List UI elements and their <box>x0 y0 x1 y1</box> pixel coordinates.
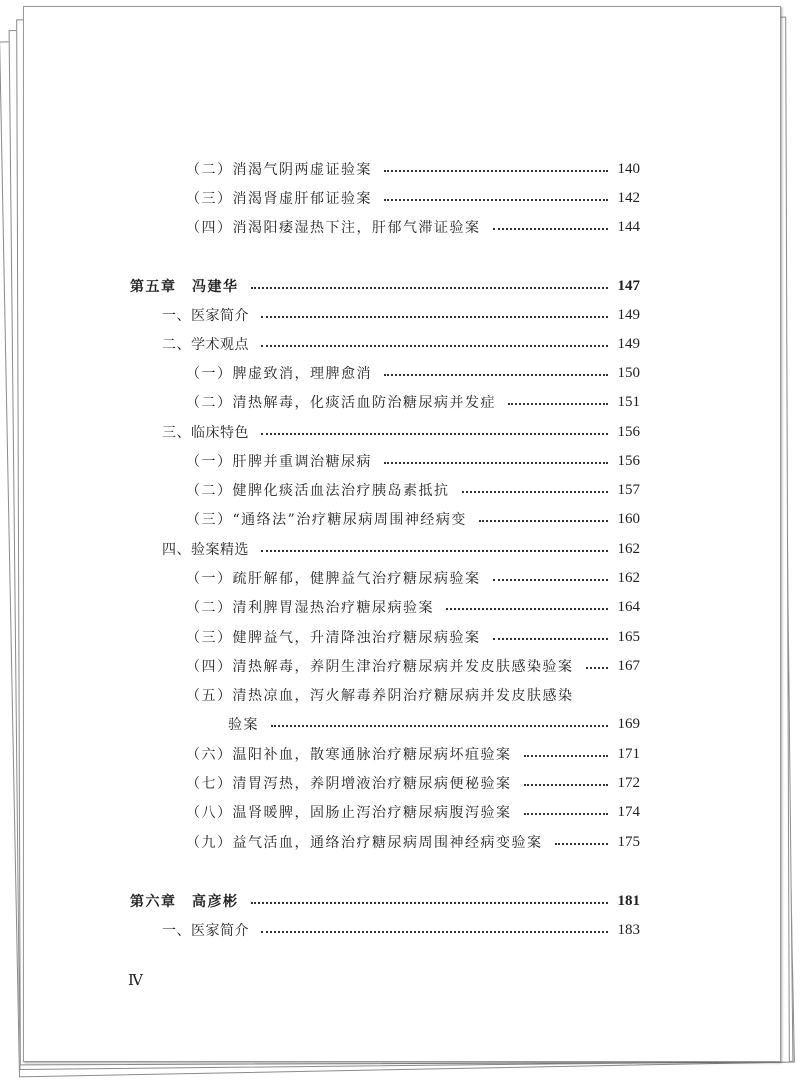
dot-leader <box>384 374 608 376</box>
chapter-title: 第六章 高彦彬 <box>130 894 239 910</box>
dot-leader <box>524 755 608 757</box>
dot-leader <box>261 316 608 318</box>
toc-entry-page: 144 <box>617 218 640 235</box>
toc-entry[interactable] <box>186 448 640 474</box>
toc-entry[interactable] <box>186 477 640 503</box>
toc-entry-title: （七）清胃泻热，养阴增液治疗糖尿病便秘验案 <box>186 776 512 792</box>
dot-leader <box>261 433 608 435</box>
dot-leader <box>446 608 608 610</box>
toc-entry[interactable] <box>186 185 640 211</box>
toc-entry[interactable] <box>186 653 640 679</box>
dot-leader <box>261 345 608 347</box>
dot-leader <box>524 813 608 815</box>
toc-entry-page: 157 <box>617 481 640 498</box>
toc-entry-title: （二）消渴气阴两虚证验案 <box>186 162 372 178</box>
toc-entry-page: 172 <box>617 774 640 791</box>
toc-entry[interactable] <box>186 741 640 767</box>
dot-leader <box>384 462 608 464</box>
toc-entry-title: （九）益气活血，通络治疗糖尿病周围神经病变验案 <box>186 835 543 851</box>
toc-entry-page: 167 <box>617 657 640 674</box>
toc-entry-title: 验案 <box>228 717 259 733</box>
toc-entry-title: （四）清热解毒，养阴生津治疗糖尿病并发皮肤感染验案 <box>186 659 574 675</box>
toc-entry-page: 150 <box>617 364 640 381</box>
toc-entry-title: （一）疏肝解郁，健脾益气治疗糖尿病验案 <box>186 571 481 587</box>
toc-entry[interactable] <box>186 360 640 386</box>
toc-section[interactable] <box>162 302 640 328</box>
dot-leader <box>493 228 608 230</box>
toc-entry-page: 164 <box>617 598 640 615</box>
toc-entry-title: （一）脾虚致消，理脾愈消 <box>186 366 372 382</box>
toc-entry-title: （八）温肾暖脾，固肠止泻治疗糖尿病腹泻验案 <box>186 805 512 821</box>
toc-entry[interactable] <box>186 799 640 825</box>
toc-entry-page: 160 <box>617 510 640 527</box>
toc-entry-page: 142 <box>617 189 640 206</box>
toc-entry[interactable] <box>186 506 640 532</box>
toc-section-page: 183 <box>617 921 640 938</box>
toc-entry[interactable] <box>186 770 640 796</box>
toc-section[interactable] <box>162 419 640 445</box>
dot-leader <box>479 520 608 522</box>
toc-entry-page: 174 <box>617 803 640 820</box>
toc-section-title: 一、医家简介 <box>162 308 249 324</box>
toc-section-page: 162 <box>617 540 640 557</box>
chapter-title: 第五章 冯建华 <box>130 279 239 295</box>
toc-entry-title: （二）清热解毒，化痰活血防治糖尿病并发症 <box>186 395 496 411</box>
toc-entry[interactable] <box>186 829 640 855</box>
dot-leader <box>508 403 608 405</box>
chapter-page: 181 <box>617 892 640 909</box>
dot-leader <box>524 784 608 786</box>
toc-entry-page: 165 <box>617 628 640 645</box>
toc-entry-title: （四）消渴阳痿湿热下注，肝郁气滞证验案 <box>186 220 481 236</box>
dot-leader <box>493 579 608 581</box>
toc-entry-continuation[interactable] <box>228 711 640 737</box>
toc-entry-title: （二）清利脾胃湿热治疗糖尿病验案 <box>186 600 434 616</box>
toc-entry[interactable] <box>186 624 640 650</box>
dot-leader <box>384 170 608 172</box>
toc-entry-title: （三）“通络法”治疗糖尿病周围神经病变 <box>186 512 467 528</box>
toc-section-title: 一、医家简介 <box>162 923 249 939</box>
toc-section-page: 149 <box>617 306 640 323</box>
dot-leader <box>251 902 608 904</box>
toc-entry-page: 162 <box>617 569 640 586</box>
toc-page <box>23 6 781 1062</box>
toc-entry-title: （三）健脾益气，升清降浊治疗糖尿病验案 <box>186 630 481 646</box>
toc-entry-title: （五）清热凉血，泻火解毒养阴治疗糖尿病并发皮肤感染 <box>186 688 574 704</box>
toc-section-page: 156 <box>617 423 640 440</box>
dot-leader <box>555 843 608 845</box>
toc-entry-page: 151 <box>617 393 640 410</box>
dot-leader <box>261 550 608 552</box>
toc-entry[interactable] <box>186 594 640 620</box>
toc-entry-title: （六）温阳补血，散寒通脉治疗糖尿病坏疽验案 <box>186 747 512 763</box>
dot-leader <box>251 287 608 289</box>
toc-entry-title: （二）健脾化痰活血法治疗胰岛素抵抗 <box>186 483 450 499</box>
dot-leader <box>384 199 608 201</box>
toc-entry-page: 175 <box>617 833 640 850</box>
chapter-page: 147 <box>617 277 640 294</box>
toc-section-title: 二、学术观点 <box>162 337 249 353</box>
dot-leader <box>493 638 608 640</box>
toc-section-page: 149 <box>617 335 640 352</box>
toc-entry-title: （三）消渴肾虚肝郁证验案 <box>186 191 372 207</box>
toc-section[interactable] <box>162 536 640 562</box>
toc-chapter[interactable] <box>130 273 640 299</box>
toc-entry[interactable] <box>186 214 640 240</box>
dot-leader <box>261 931 608 933</box>
toc-section-title: 四、验案精选 <box>162 542 249 558</box>
toc-section[interactable] <box>162 917 640 943</box>
toc-entry[interactable] <box>186 565 640 591</box>
toc-entry[interactable] <box>186 682 640 708</box>
dot-leader <box>586 667 608 669</box>
toc-entry-page: 171 <box>617 745 640 762</box>
toc-entry-page: 156 <box>617 452 640 469</box>
toc-section-title: 三、临床特色 <box>162 425 249 441</box>
toc-entry-title: （一）肝脾并重调治糖尿病 <box>186 454 372 470</box>
toc-entry[interactable] <box>186 156 640 182</box>
toc-entry-page: 140 <box>617 160 640 177</box>
toc-chapter[interactable] <box>130 888 640 914</box>
toc-section[interactable] <box>162 331 640 357</box>
dot-leader <box>462 491 608 493</box>
page-number-footer: Ⅳ <box>128 973 143 989</box>
toc-entry-page: 169 <box>617 715 640 732</box>
toc-entry[interactable] <box>186 389 640 415</box>
dot-leader <box>271 725 608 727</box>
